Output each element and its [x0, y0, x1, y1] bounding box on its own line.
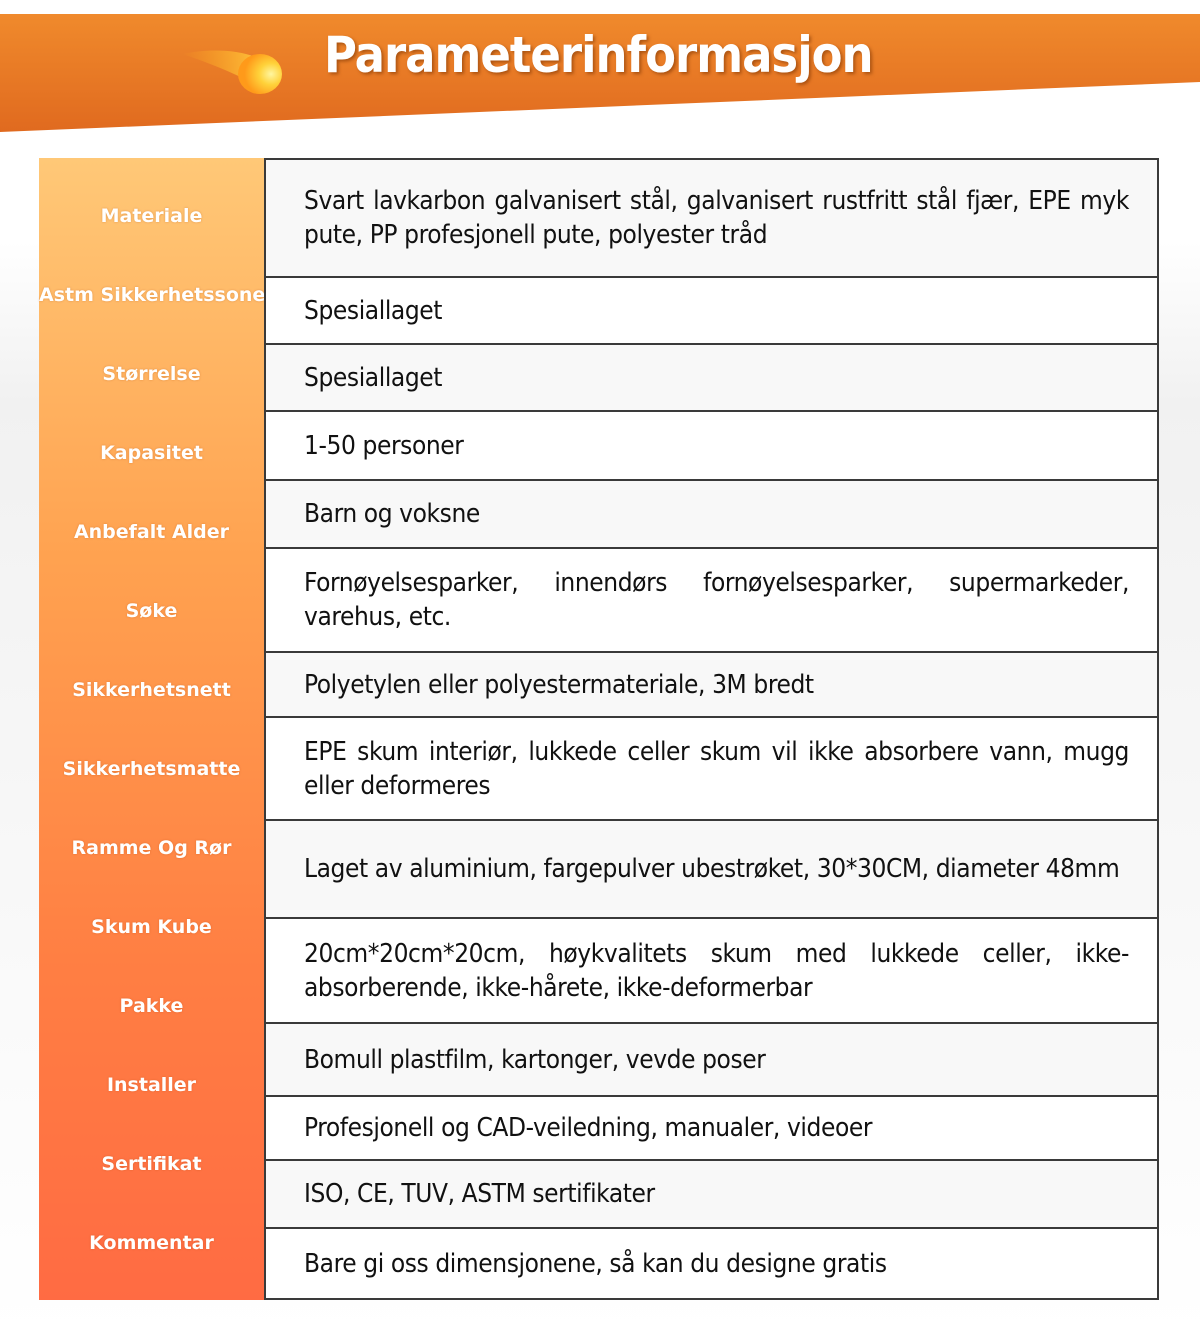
label-column: [39, 158, 264, 1300]
table-row: [266, 481, 1157, 549]
value-table: [264, 158, 1159, 1300]
value-soke: Fornøyelsesparker, innendørs fornøyelsesparker, supermarkeder, varehus, etc.: [304, 568, 1129, 632]
value-anbefalt-alder: Barn og voksne: [304, 499, 480, 529]
table-row: [266, 919, 1157, 1024]
table-row: [266, 160, 1157, 278]
label-anbefalt-alder: Anbefalt Alder: [73, 521, 230, 543]
value-installer: Profesjonell og CAD-veiledning, manualer, videoer: [304, 1113, 873, 1143]
label-sertifikat: Sertifikat: [101, 1153, 202, 1175]
value-materiale: Svart lavkarbon galvanisert stål, galvanisert rustfritt stål fjær, EPE myk pute, PP profesjonell pute, polyester tråd: [304, 186, 1129, 250]
comet-icon: [180, 40, 290, 102]
value-skum-kube: 20cm*20cm*20cm, høykvalitets skum med lukkede celler, ikke-absorberende, ikke-hårete, ikke-deformerbar: [304, 938, 1129, 1003]
value-sikkerhetsmatte: EPE skum interiør, lukkede celler skum vil ikke absorbere vann, mugg eller deformeres: [304, 736, 1129, 801]
label-pakke: Pakke: [119, 995, 184, 1017]
label-sikkerhetsnett: Sikkerhetsnett: [72, 679, 231, 701]
table-row: [266, 821, 1157, 919]
label-materiale: Materiale: [100, 205, 203, 227]
value-astm-sikkerhetssone: Spesiallaget: [304, 295, 443, 326]
label-kommentar: Kommentar: [89, 1232, 214, 1254]
value-kommentar: Bare gi oss dimensjonene, så kan du designe gratis: [304, 1248, 887, 1279]
table-row: [266, 412, 1157, 481]
table-row: [266, 653, 1157, 718]
table-row: [266, 345, 1157, 412]
table-row: [266, 1097, 1157, 1161]
table-row: [266, 549, 1157, 653]
label-installer: Installer: [106, 1074, 197, 1096]
label-sikkerhetsmatte: Sikkerhetsmatte: [62, 758, 241, 780]
table-row: [266, 1024, 1157, 1097]
table-row: [266, 278, 1157, 345]
label-kapasitet: Kapasitet: [100, 442, 203, 464]
value-pakke: Bomull plastfilm, kartonger, vevde poser: [304, 1044, 766, 1075]
label-soke: Søke: [125, 600, 178, 622]
table-row: [266, 1161, 1157, 1229]
label-storrelse: Størrelse: [102, 363, 201, 385]
value-kapasitet: 1-50 personer: [304, 430, 464, 461]
page-title: Parameterinformasjon: [324, 26, 873, 84]
label-skum-kube: Skum Kube: [91, 916, 212, 938]
value-sertifikat: ISO, CE, TUV, ASTM sertifikater: [304, 1179, 655, 1209]
table-row: [266, 718, 1157, 821]
table-row: [266, 1229, 1157, 1298]
label-ramme-og-ror: Ramme Og Rør: [71, 837, 232, 859]
label-astm-sikkerhetssone: Astm Sikkerhetssone: [39, 284, 266, 306]
value-storrelse: Spesiallaget: [304, 362, 443, 393]
value-ramme-og-ror: Laget av aluminium, fargepulver ubestrøket, 30*30CM, diameter 48mm: [304, 854, 1120, 884]
header-banner: [0, 14, 1200, 132]
value-sikkerhetsnett: Polyetylen eller polyestermateriale, 3M bredt: [304, 669, 814, 700]
